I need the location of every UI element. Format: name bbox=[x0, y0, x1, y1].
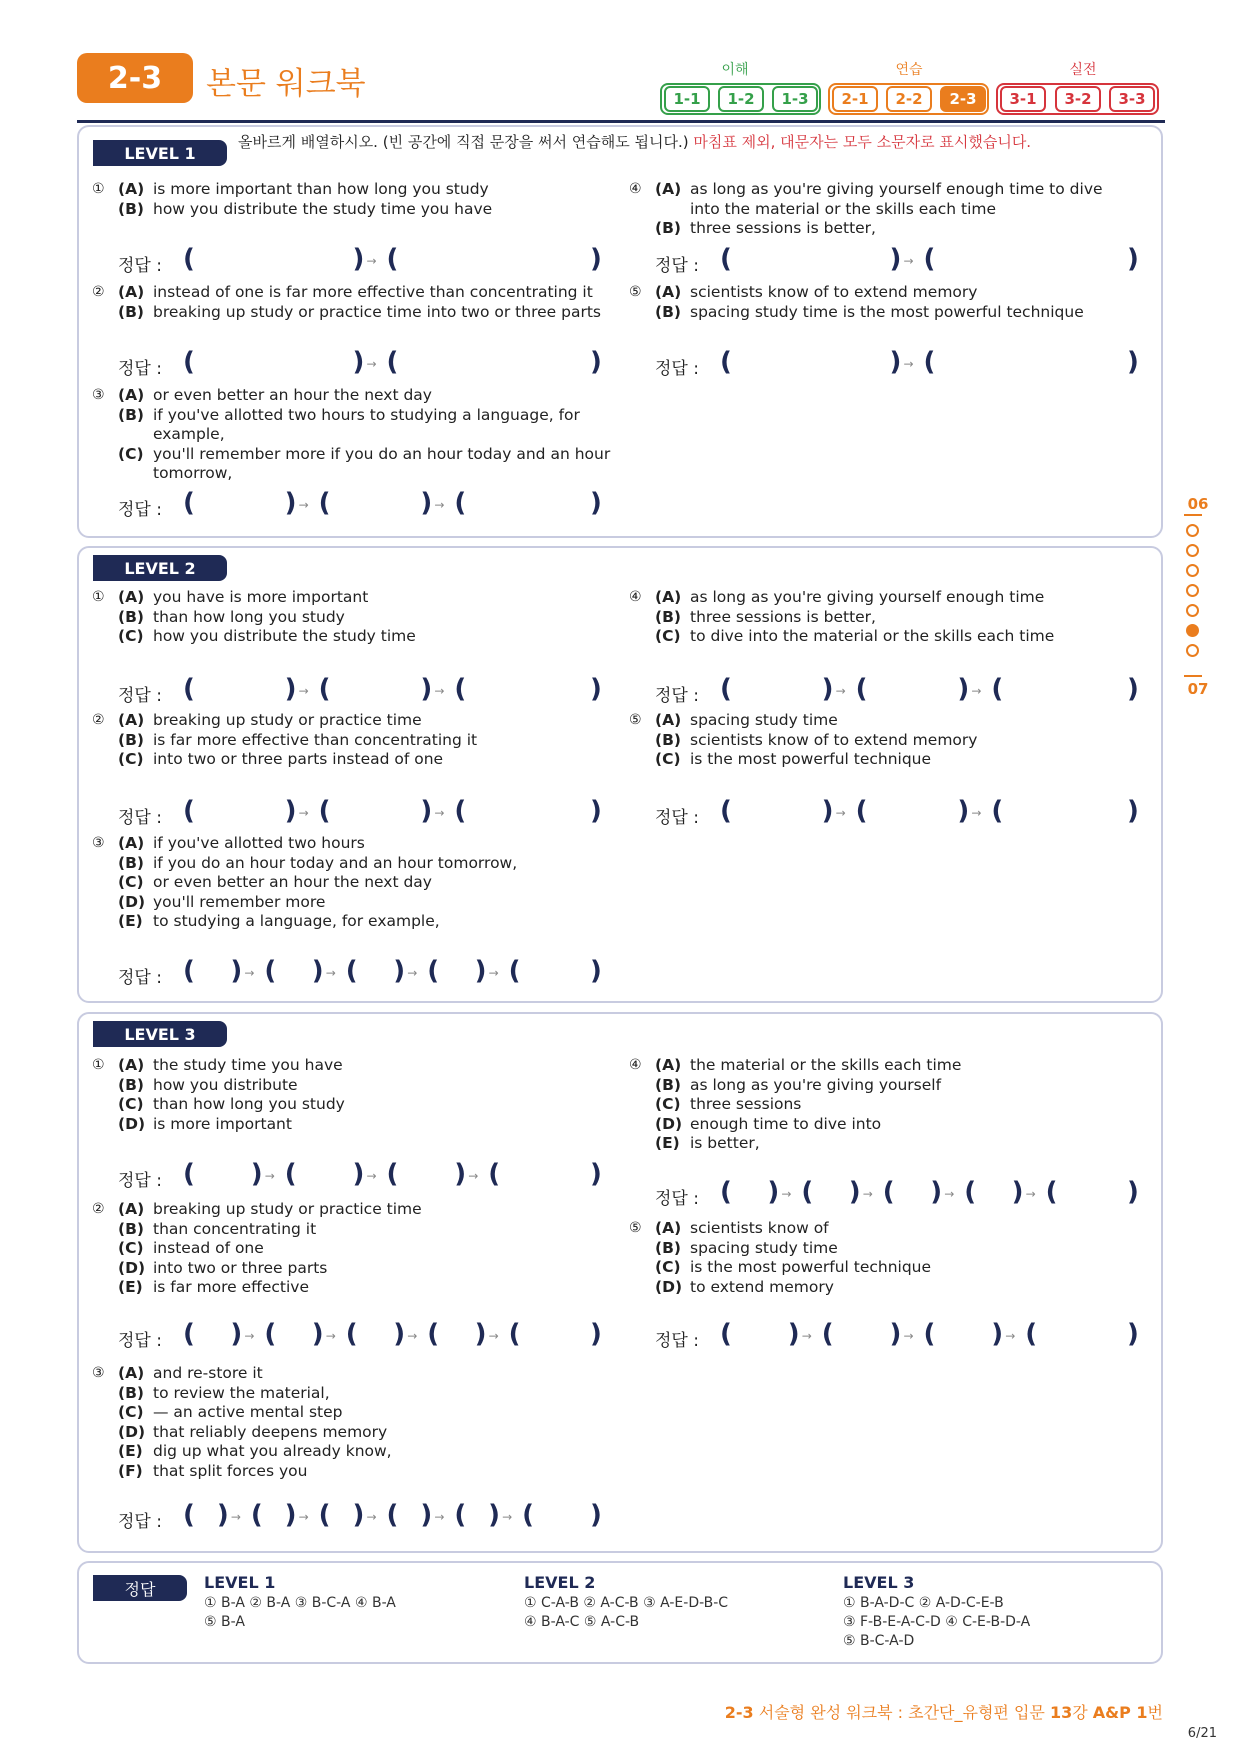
option-text: breaking up study or practice time into two or three parts bbox=[153, 302, 601, 321]
option-text: if you've allotted two hours to studying a language, for example, bbox=[153, 405, 580, 443]
arrow-icon: → bbox=[298, 684, 309, 698]
level1-instruction bbox=[238, 133, 1138, 151]
option-text: three sessions is better, bbox=[690, 219, 876, 237]
open-paren: ( bbox=[508, 1319, 521, 1349]
close-paren: ) bbox=[284, 674, 297, 704]
option-label: (A) bbox=[655, 180, 682, 198]
option-text: instead of one is far more effective than concentrating it bbox=[153, 283, 593, 301]
answer-key-tag: 정답 bbox=[93, 1575, 187, 1601]
close-paren: ) bbox=[1127, 347, 1139, 377]
l1-q1 bbox=[92, 180, 618, 219]
question-number: ① bbox=[92, 181, 105, 197]
open-paren: ( bbox=[264, 956, 277, 986]
close-paren: ) bbox=[420, 796, 433, 826]
arrow-icon: → bbox=[434, 806, 445, 820]
open-paren: ( bbox=[720, 796, 732, 826]
footer-ap: A&P 1 bbox=[1092, 1703, 1148, 1722]
open-paren: ( bbox=[821, 1319, 834, 1349]
question-number: ⑤ bbox=[629, 712, 642, 728]
nav-2-1[interactable]: 2-1 bbox=[832, 86, 878, 112]
arrow-icon: → bbox=[434, 684, 445, 698]
answer-key-title: LEVEL 2 bbox=[524, 1573, 596, 1592]
question-number: ① bbox=[92, 1057, 105, 1073]
answer-key-level2 bbox=[524, 1573, 824, 1632]
close-paren: ) bbox=[454, 1159, 467, 1189]
close-paren: ) bbox=[1127, 796, 1139, 826]
close-paren: ) bbox=[590, 674, 602, 704]
answer-row[interactable] bbox=[118, 488, 604, 522]
arrow-icon: → bbox=[230, 1510, 241, 1524]
group-label-understand: 이해 bbox=[721, 62, 749, 78]
open-paren: ( bbox=[183, 796, 195, 826]
answer-key-level3 bbox=[843, 1573, 1143, 1651]
header-rule bbox=[77, 120, 1165, 123]
open-paren: ( bbox=[454, 796, 467, 826]
close-paren: ) bbox=[590, 1159, 602, 1189]
open-paren: ( bbox=[454, 488, 467, 518]
answer-key-line: ③ F-B-E-A-C-D ④ C-E-B-D-A bbox=[843, 1614, 1031, 1630]
arrow-icon: → bbox=[434, 1510, 445, 1524]
close-paren: ) bbox=[1011, 1177, 1024, 1207]
answer-row[interactable] bbox=[655, 347, 1141, 381]
group-label-practice: 연습 bbox=[895, 62, 923, 78]
close-paren: ) bbox=[488, 1500, 501, 1530]
option-label: (B) bbox=[655, 219, 681, 237]
option-text: is more important than how long you study bbox=[153, 180, 489, 198]
close-paren: ) bbox=[848, 1177, 861, 1207]
l2-q5: ⑤ (A) spacing study time (B) scientists know of to extend memory (C) is the most powerful technique bbox=[629, 711, 978, 768]
option-text: you'll remember more if you do an hour today and an hour tomorrow, bbox=[153, 444, 611, 482]
open-paren: ( bbox=[386, 347, 399, 377]
close-paren: ) bbox=[590, 1500, 602, 1530]
arrow-icon: → bbox=[298, 806, 309, 820]
side-progress-dot[interactable] bbox=[1186, 584, 1199, 597]
option-label: (A) bbox=[118, 283, 145, 301]
close-paren: ) bbox=[590, 796, 602, 826]
close-paren: ) bbox=[1127, 1319, 1139, 1349]
open-paren: ( bbox=[801, 1177, 814, 1207]
group-label-real: 실전 bbox=[1069, 62, 1097, 78]
nav-1-1[interactable]: 1-1 bbox=[664, 86, 710, 112]
option-text: as long as you're giving yourself enough time to dive into the material or the skills each time bbox=[690, 180, 1103, 218]
nav-3-3[interactable]: 3-3 bbox=[1109, 86, 1155, 112]
open-paren: ( bbox=[386, 1500, 399, 1530]
open-paren: ( bbox=[183, 674, 195, 704]
l2-q1: ① (A) you have is more important (B) than how long you study (C) how you distribute the study time bbox=[92, 588, 416, 645]
l2-q3: ③ (A) if you've allotted two hours (B) if you do an hour today and an hour tomorrow, (C) or even better an hour the next day (D) you'll remember more (E) to studying a language, for example, bbox=[92, 834, 518, 930]
open-paren: ( bbox=[488, 1159, 501, 1189]
open-paren: ( bbox=[454, 1500, 467, 1530]
close-paren: ) bbox=[420, 488, 433, 518]
open-paren: ( bbox=[923, 244, 936, 274]
arrow-icon: → bbox=[862, 1187, 873, 1201]
close-paren: ) bbox=[474, 956, 487, 986]
close-paren: ) bbox=[1127, 674, 1139, 704]
arrow-icon: → bbox=[244, 1329, 255, 1343]
close-paren: ) bbox=[957, 796, 970, 826]
option-label: (B) bbox=[118, 302, 144, 321]
answer-label: 정답 : bbox=[118, 686, 162, 706]
open-paren: ( bbox=[923, 1319, 936, 1349]
answer-label: 정답 : bbox=[655, 359, 699, 379]
l1-q2 bbox=[92, 283, 638, 322]
open-paren: ( bbox=[345, 956, 358, 986]
arrow-icon: → bbox=[488, 966, 499, 980]
arrow-icon: → bbox=[801, 1329, 812, 1343]
footer-lesson: 13 bbox=[1049, 1703, 1073, 1722]
open-paren: ( bbox=[318, 674, 331, 704]
arrow-icon: → bbox=[298, 1510, 309, 1524]
open-paren: ( bbox=[522, 1500, 535, 1530]
close-paren: ) bbox=[957, 674, 970, 704]
close-paren: ) bbox=[1127, 1177, 1139, 1207]
answer-key-line: ④ B-A-C ⑤ A-C-B bbox=[524, 1614, 640, 1630]
nav-1-3[interactable]: 1-3 bbox=[772, 86, 818, 112]
open-paren: ( bbox=[991, 796, 1004, 826]
option-text: spacing study time is the most powerful technique bbox=[690, 302, 1084, 321]
arrow-icon: → bbox=[944, 1187, 955, 1201]
option-label: (B) bbox=[118, 199, 144, 218]
close-paren: ) bbox=[590, 1319, 602, 1349]
answer-label: 정답 : bbox=[655, 256, 699, 276]
side-rule-top bbox=[1184, 514, 1202, 516]
arrow-icon: → bbox=[835, 684, 846, 698]
open-paren: ( bbox=[454, 674, 467, 704]
open-paren: ( bbox=[345, 1319, 358, 1349]
nav-2-2[interactable]: 2-2 bbox=[886, 86, 932, 112]
nav-3-2[interactable]: 3-2 bbox=[1055, 86, 1101, 112]
close-paren: ) bbox=[590, 244, 602, 274]
open-paren: ( bbox=[284, 1159, 297, 1189]
open-paren: ( bbox=[855, 796, 868, 826]
close-paren: ) bbox=[991, 1319, 1004, 1349]
question-number: ① bbox=[92, 589, 105, 605]
close-paren: ) bbox=[284, 1500, 297, 1530]
close-paren: ) bbox=[787, 1319, 800, 1349]
close-paren: ) bbox=[474, 1319, 487, 1349]
answer-label: 정답 : bbox=[655, 1331, 699, 1351]
close-paren: ) bbox=[1127, 244, 1139, 274]
side-progress-dot[interactable] bbox=[1186, 624, 1199, 637]
side-chapter-top: 06 bbox=[1187, 495, 1209, 513]
answer-key-line: ① B-A ② B-A ③ B-C-A ④ B-A bbox=[204, 1595, 396, 1611]
answer-key-line: ① B-A-D-C ② A-D-C-E-B bbox=[843, 1595, 1004, 1611]
open-paren: ( bbox=[427, 1319, 440, 1349]
side-progress-dot[interactable] bbox=[1186, 564, 1199, 577]
side-progress-dot[interactable] bbox=[1186, 524, 1199, 537]
l2-q4: ④ (A) as long as you're giving yourself enough time (B) three sessions is better, (C) to dive into the material or the skills each time bbox=[629, 588, 1055, 645]
open-paren: ( bbox=[720, 244, 732, 274]
answer-label: 정답 : bbox=[118, 500, 162, 520]
arrow-icon: → bbox=[298, 498, 309, 512]
open-paren: ( bbox=[720, 674, 732, 704]
answer-key-title: LEVEL 1 bbox=[204, 1573, 276, 1592]
answer-label: 정답 : bbox=[118, 1512, 162, 1532]
open-paren: ( bbox=[991, 674, 1004, 704]
arrow-icon: → bbox=[366, 357, 377, 371]
l3-q1: ① (A) the study time you have (B) how you distribute (C) than how long you study (D) is more important bbox=[92, 1056, 345, 1133]
open-paren: ( bbox=[882, 1177, 895, 1207]
close-paren: ) bbox=[767, 1177, 780, 1207]
close-paren: ) bbox=[284, 488, 297, 518]
close-paren: ) bbox=[420, 674, 433, 704]
question-number: ③ bbox=[92, 835, 105, 851]
footer-title: 서술형 완성 워크북 : 초간단_유형편 입문 bbox=[753, 1703, 1050, 1722]
l1-q4 bbox=[629, 180, 1135, 239]
question-number: ④ bbox=[629, 181, 642, 197]
arrow-icon: → bbox=[971, 806, 982, 820]
footer-lesson-suffix: 강 bbox=[1072, 1703, 1093, 1722]
answer-key-level1 bbox=[204, 1573, 504, 1632]
close-paren: ) bbox=[311, 956, 324, 986]
arrow-icon: → bbox=[244, 966, 255, 980]
arrow-icon: → bbox=[781, 1187, 792, 1201]
answer-label: 정답 : bbox=[118, 256, 162, 276]
question-number: ⑤ bbox=[629, 1220, 642, 1236]
answer-key-line: ⑤ B-C-A-D bbox=[843, 1633, 915, 1649]
close-paren: ) bbox=[216, 1500, 229, 1530]
open-paren: ( bbox=[1045, 1177, 1058, 1207]
section-badge: 2-3 bbox=[77, 53, 193, 103]
answer-row[interactable] bbox=[118, 347, 604, 381]
close-paren: ) bbox=[352, 1159, 365, 1189]
arrow-icon: → bbox=[971, 684, 982, 698]
close-paren: ) bbox=[420, 1500, 433, 1530]
arrow-icon: → bbox=[325, 1329, 336, 1343]
l1-q5 bbox=[629, 283, 1155, 322]
open-paren: ( bbox=[250, 1500, 263, 1530]
arrow-icon: → bbox=[903, 1329, 914, 1343]
close-paren: ) bbox=[230, 956, 243, 986]
arrow-icon: → bbox=[407, 1329, 418, 1343]
open-paren: ( bbox=[183, 244, 195, 274]
arrow-icon: → bbox=[264, 1169, 275, 1183]
l3-q5: ⑤ (A) scientists know of (B) spacing study time (C) is the most powerful technique (D) to extend memory bbox=[629, 1219, 932, 1296]
page-number: 6/21 bbox=[1187, 1726, 1217, 1741]
open-paren: ( bbox=[183, 1500, 195, 1530]
arrow-icon: → bbox=[434, 498, 445, 512]
close-paren: ) bbox=[352, 1500, 365, 1530]
footer-number-suffix: 번 bbox=[1147, 1703, 1163, 1722]
open-paren: ( bbox=[318, 1500, 331, 1530]
side-progress-dot[interactable] bbox=[1186, 644, 1199, 657]
footer-text bbox=[725, 1700, 1163, 1723]
arrow-icon: → bbox=[903, 357, 914, 371]
open-paren: ( bbox=[183, 347, 195, 377]
arrow-icon: → bbox=[488, 1329, 499, 1343]
option-text: how you distribute the study time you have bbox=[153, 199, 493, 218]
option-label: (B) bbox=[655, 302, 681, 321]
open-paren: ( bbox=[386, 244, 399, 274]
answer-row[interactable] bbox=[655, 244, 1141, 278]
close-paren: ) bbox=[230, 1319, 243, 1349]
close-paren: ) bbox=[393, 956, 406, 986]
answer-label: 정답 : bbox=[118, 968, 162, 988]
option-label: (A) bbox=[118, 386, 145, 404]
close-paren: ) bbox=[590, 347, 602, 377]
close-paren: ) bbox=[250, 1159, 263, 1189]
nav-1-2[interactable]: 1-2 bbox=[718, 86, 764, 112]
nav-2-3[interactable]: 2-3 bbox=[940, 86, 986, 112]
close-paren: ) bbox=[889, 244, 902, 274]
close-paren: ) bbox=[590, 488, 602, 518]
close-paren: ) bbox=[889, 347, 902, 377]
open-paren: ( bbox=[264, 1319, 277, 1349]
option-text: or even better an hour the next day bbox=[153, 386, 432, 404]
answer-row[interactable] bbox=[118, 244, 604, 278]
arrow-icon: → bbox=[1025, 1187, 1036, 1201]
option-label: (A) bbox=[655, 283, 682, 301]
open-paren: ( bbox=[964, 1177, 977, 1207]
arrow-icon: → bbox=[502, 1510, 513, 1524]
close-paren: ) bbox=[352, 244, 365, 274]
option-label: (B) bbox=[118, 405, 144, 424]
instruction-note: 마침표 제외, 대문자는 모두 소문자로 표시했습니다. bbox=[693, 133, 1032, 151]
arrow-icon: → bbox=[366, 1169, 377, 1183]
open-paren: ( bbox=[720, 347, 732, 377]
close-paren: ) bbox=[821, 674, 834, 704]
answer-label: 정답 : bbox=[655, 808, 699, 828]
nav-3-1[interactable]: 3-1 bbox=[1000, 86, 1046, 112]
arrow-icon: → bbox=[835, 806, 846, 820]
answer-key-line: ⑤ B-A bbox=[204, 1614, 245, 1630]
answer-key-line: ① C-A-B ② A-C-B ③ A-E-D-B-C bbox=[524, 1595, 729, 1611]
close-paren: ) bbox=[590, 956, 602, 986]
side-chapter-bottom: 07 bbox=[1187, 680, 1209, 698]
open-paren: ( bbox=[855, 674, 868, 704]
open-paren: ( bbox=[923, 347, 936, 377]
answer-key-title: LEVEL 3 bbox=[843, 1573, 915, 1592]
l1-q3 bbox=[92, 386, 618, 484]
close-paren: ) bbox=[930, 1177, 943, 1207]
answer-label: 정답 : bbox=[118, 808, 162, 828]
open-paren: ( bbox=[183, 1159, 195, 1189]
open-paren: ( bbox=[720, 1319, 732, 1349]
answer-label: 정답 : bbox=[118, 359, 162, 379]
answer-label: 정답 : bbox=[655, 686, 699, 706]
close-paren: ) bbox=[311, 1319, 324, 1349]
open-paren: ( bbox=[386, 1159, 399, 1189]
open-paren: ( bbox=[318, 488, 331, 518]
open-paren: ( bbox=[183, 488, 195, 518]
arrow-icon: → bbox=[903, 254, 914, 268]
side-rule-bottom bbox=[1184, 675, 1202, 677]
side-progress-dot[interactable] bbox=[1186, 604, 1199, 617]
arrow-icon: → bbox=[468, 1169, 479, 1183]
open-paren: ( bbox=[1025, 1319, 1038, 1349]
arrow-icon: → bbox=[407, 966, 418, 980]
close-paren: ) bbox=[352, 347, 365, 377]
question-number: ② bbox=[92, 712, 105, 728]
level2-tag: LEVEL 2 bbox=[93, 555, 227, 581]
question-number: ③ bbox=[92, 387, 105, 403]
level3-tag: LEVEL 3 bbox=[93, 1021, 227, 1047]
question-number: ④ bbox=[629, 1057, 642, 1073]
answer-label: 정답 : bbox=[655, 1189, 699, 1209]
answer-label: 정답 : bbox=[118, 1171, 162, 1191]
open-paren: ( bbox=[183, 956, 195, 986]
open-paren: ( bbox=[720, 1177, 732, 1207]
page-title: 본문 워크북 bbox=[206, 66, 366, 102]
question-number: ④ bbox=[629, 589, 642, 605]
question-number: ⑤ bbox=[629, 284, 642, 300]
option-label: (A) bbox=[118, 180, 145, 198]
option-label: (C) bbox=[118, 444, 144, 463]
close-paren: ) bbox=[821, 796, 834, 826]
question-number: ③ bbox=[92, 1365, 105, 1381]
close-paren: ) bbox=[393, 1319, 406, 1349]
side-progress-dot[interactable] bbox=[1186, 544, 1199, 557]
level1-tag: LEVEL 1 bbox=[93, 140, 227, 166]
arrow-icon: → bbox=[366, 1510, 377, 1524]
open-paren: ( bbox=[183, 1319, 195, 1349]
l3-q3: ③ (A) and re-store it (B) to review the material, (C) — an active mental step (D) that reliably deepens memory (E) dig up what you already know, (F) that split forces you bbox=[92, 1364, 392, 1480]
option-text: scientists know of to extend memory bbox=[690, 283, 978, 301]
open-paren: ( bbox=[318, 796, 331, 826]
arrow-icon: → bbox=[366, 254, 377, 268]
arrow-icon: → bbox=[325, 966, 336, 980]
l3-q4: ④ (A) the material or the skills each time (B) as long as you're giving yourself (C) three sessions (D) enough time to dive into (E) is better, bbox=[629, 1056, 962, 1152]
close-paren: ) bbox=[284, 796, 297, 826]
answer-label: 정답 : bbox=[118, 1331, 162, 1351]
open-paren: ( bbox=[427, 956, 440, 986]
question-number: ② bbox=[92, 284, 105, 300]
l3-q2: ② (A) breaking up study or practice time (B) than concentrating it (C) instead of one (D) into two or three parts (E) is far more effective bbox=[92, 1200, 422, 1296]
arrow-icon: → bbox=[1005, 1329, 1016, 1343]
open-paren: ( bbox=[508, 956, 521, 986]
l2-q2: ② (A) breaking up study or practice time (B) is far more effective than concentrating it (C) into two or three parts instead of one bbox=[92, 711, 478, 768]
footer-section: 2-3 bbox=[724, 1703, 754, 1722]
question-number: ② bbox=[92, 1201, 105, 1217]
instruction-text: 올바르게 배열하시오. (빈 공간에 직접 문장을 써서 연습해도 됩니다.) bbox=[238, 133, 689, 151]
close-paren: ) bbox=[889, 1319, 902, 1349]
